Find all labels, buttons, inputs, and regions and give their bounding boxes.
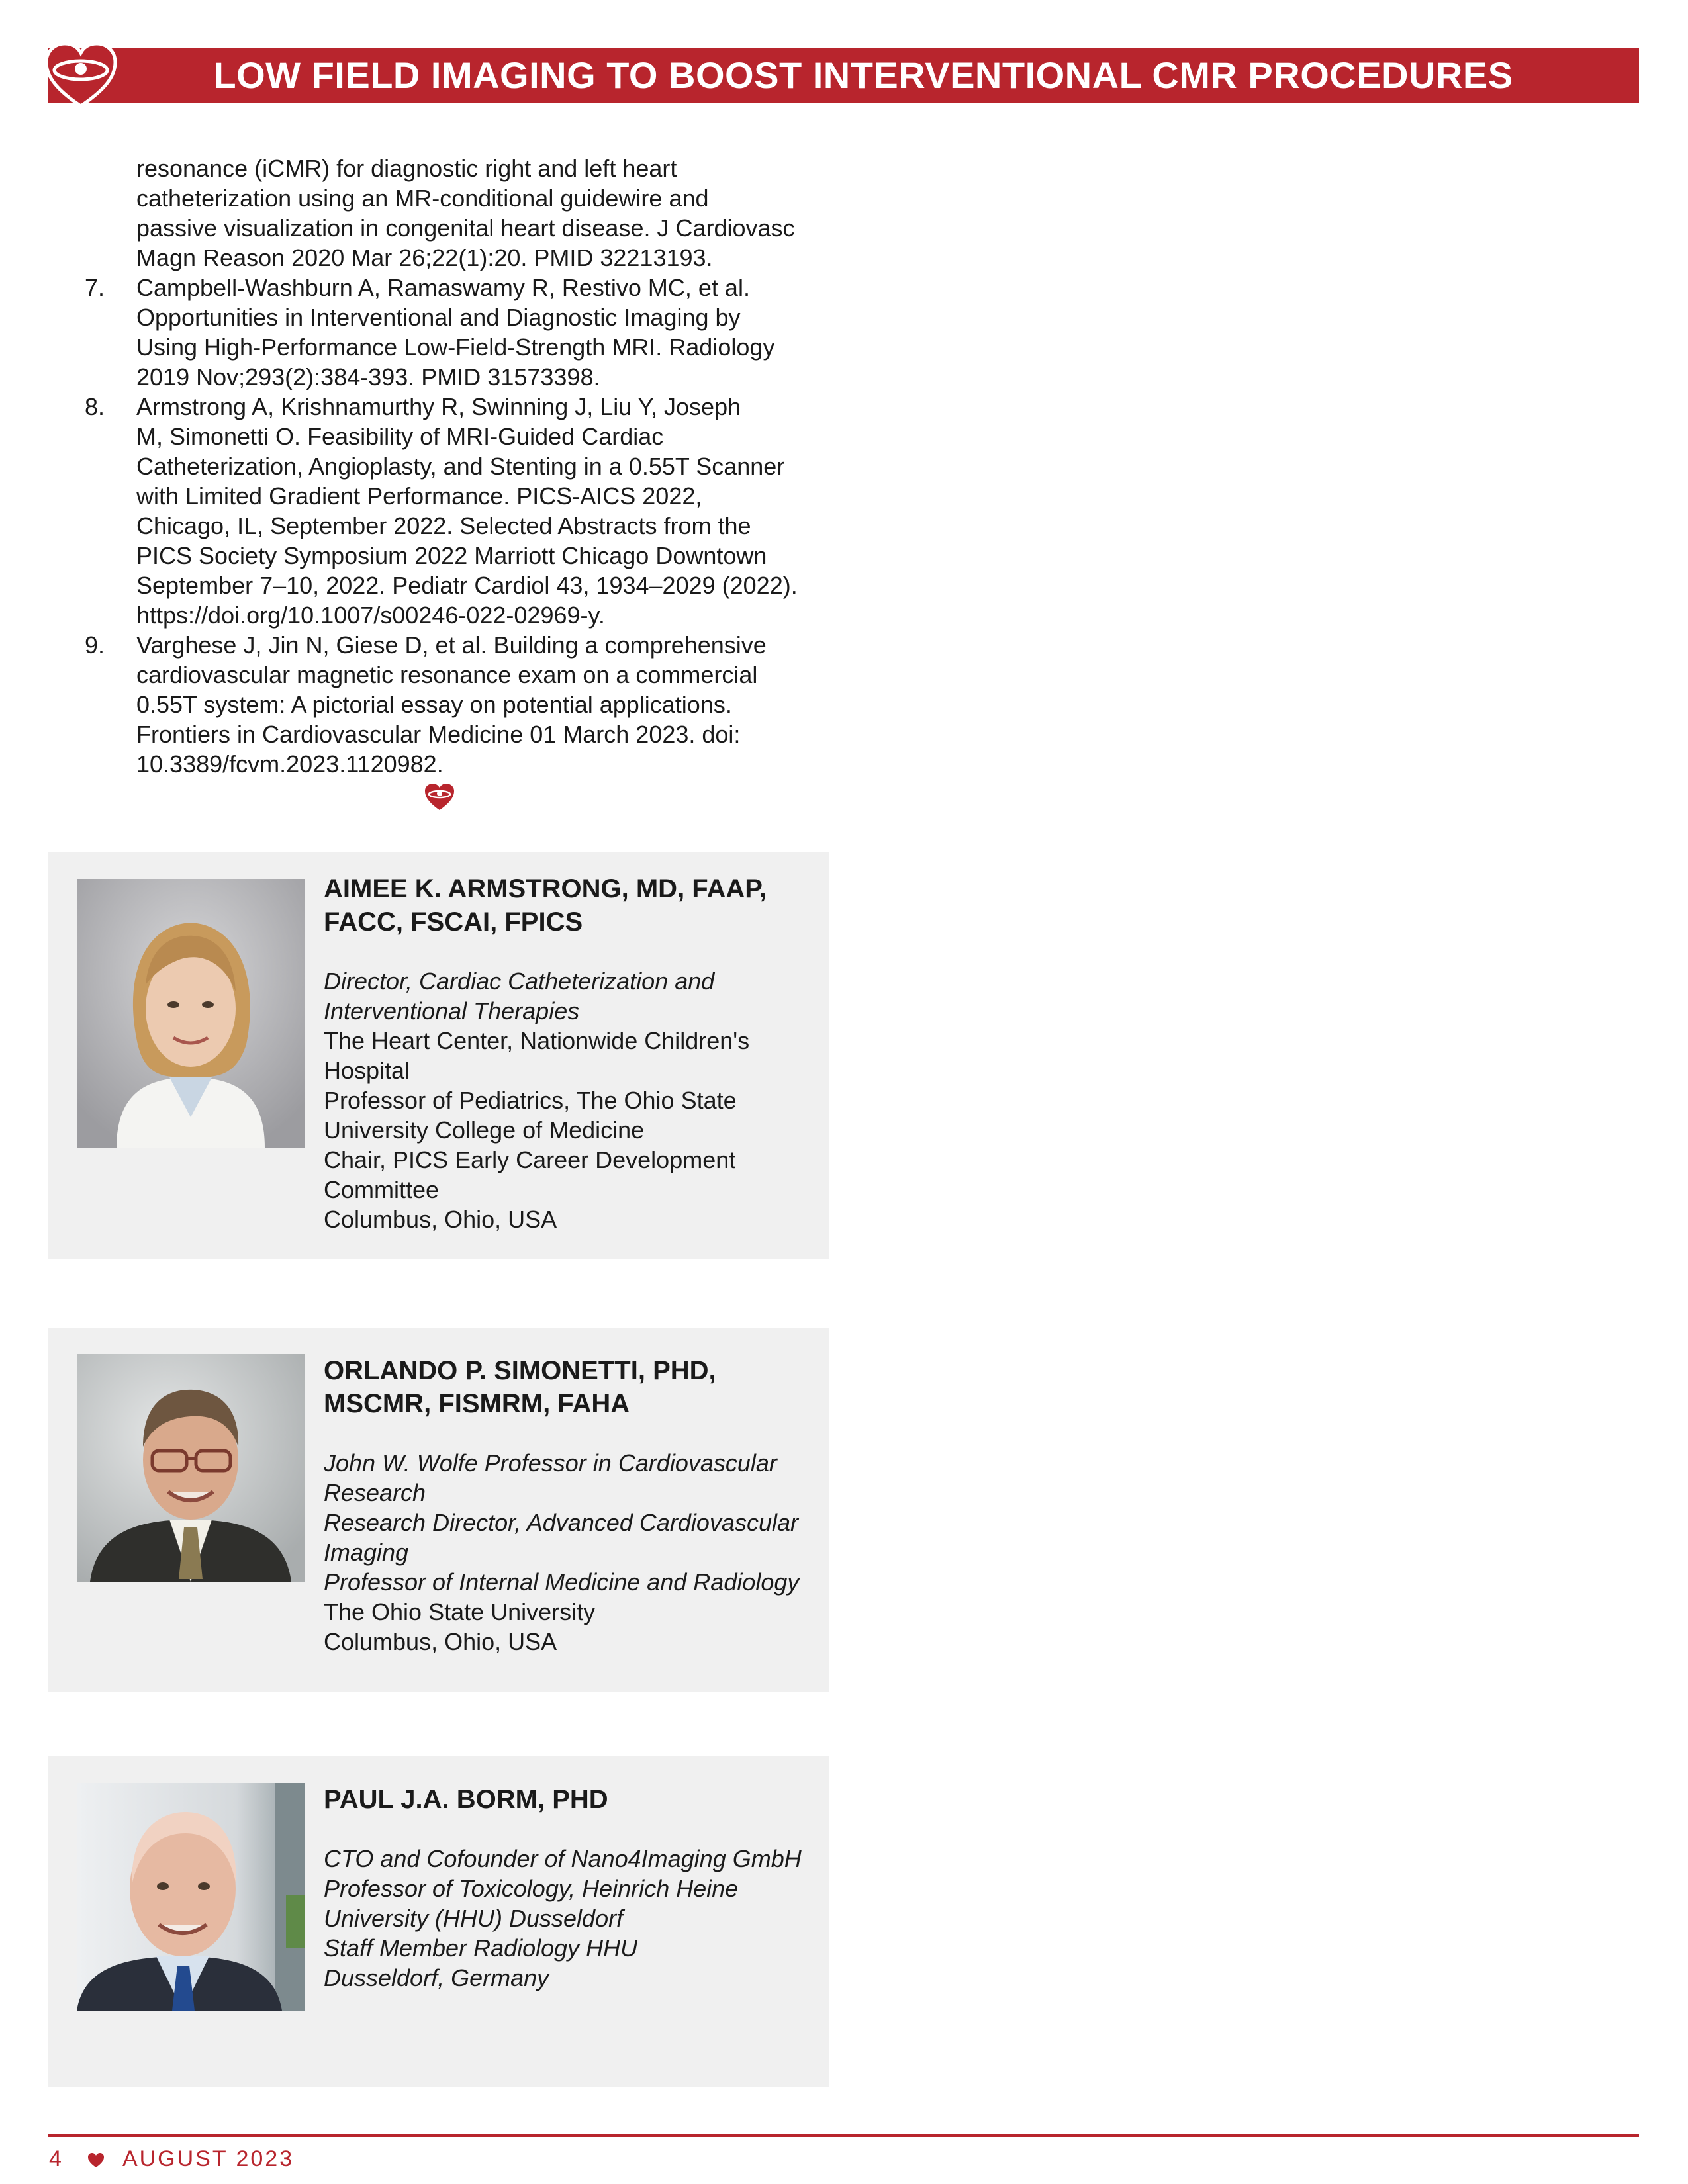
reference-line: Catheterization, Angioplasty, and Stenting in a 0.55T Scanner	[136, 453, 785, 480]
reference-line: Campbell-Washburn A, Ramaswamy R, Restivo MC, et al.	[136, 274, 750, 301]
issue-date: AUGUST 2023	[122, 2146, 295, 2171]
author-bio	[324, 1354, 827, 1657]
reference-line: Opportunities in Interventional and Diagnostic Imaging by	[136, 304, 741, 331]
reference-line: M, Simonetti O. Feasibility of MRI-Guided Cardiac	[136, 423, 664, 450]
author-title-line: Interventional Therapies	[324, 997, 580, 1024]
reference-item	[79, 392, 834, 630]
author-affiliation-line: Columbus, Ohio, USA	[324, 1206, 557, 1233]
author-title-line: Dusseldorf, Germany	[324, 1964, 549, 1991]
author-photo	[77, 1354, 305, 1623]
author-photo	[77, 1783, 305, 2011]
author-affiliation-line: Chair, PICS Early Career Development	[324, 1146, 736, 1173]
reference-number: 7.	[85, 274, 105, 301]
end-of-article-heart-icon	[424, 782, 455, 811]
author-name	[324, 1783, 827, 1816]
footer-rule	[48, 2134, 1639, 2137]
author-photo	[77, 879, 305, 1148]
author-card	[48, 1756, 829, 2087]
reference-line: cardiovascular magnetic resonance exam on a commercial	[136, 661, 758, 688]
author-bio	[324, 1783, 827, 1993]
author-affiliation-line: The Ohio State University	[324, 1598, 596, 1625]
reference-line: 0.55T system: A pictorial essay on potential applications.	[136, 691, 732, 718]
author-title-line: Director, Cardiac Catheterization and	[324, 968, 715, 995]
author-card	[48, 1328, 829, 1692]
page-number: 4	[49, 2146, 64, 2171]
author-title-line: Research Director, Advanced Cardiovascular	[324, 1509, 798, 1536]
reference-line: passive visualization in congenital heart disease. J Cardiovasc	[136, 214, 795, 242]
author-affiliation-line: Professor of Pediatrics, The Ohio State	[324, 1087, 737, 1114]
author-bio	[324, 872, 827, 1234]
author-affiliation-line: Columbus, Ohio, USA	[324, 1628, 557, 1655]
reference-line: with Limited Gradient Performance. PICS-AICS 2022,	[136, 482, 702, 510]
reference-doi-link[interactable]: https://doi.org/10.1007/s00246-022-02969-y.	[136, 602, 605, 629]
author-title-line: Imaging	[324, 1539, 409, 1566]
page-title: LOW FIELD IMAGING TO BOOST INTERVENTIONAL CMR PROCEDURES	[213, 54, 1513, 96]
reference-line: 2019 Nov;293(2):384-393. PMID 31573398.	[136, 363, 600, 390]
reference-line: PICS Society Symposium 2022 Marriott Chicago Downtown	[136, 542, 767, 569]
reference-line: Frontiers in Cardiovascular Medicine 01 March 2023. doi:	[136, 721, 741, 748]
reference-item	[79, 630, 834, 779]
author-affiliation-line: University College of Medicine	[324, 1116, 645, 1144]
author-card	[48, 852, 829, 1259]
reference-item	[79, 154, 834, 273]
author-name-line: PAUL J.A. BORM, PHD	[324, 1785, 608, 1814]
reference-item	[79, 273, 834, 392]
reference-number: 9.	[85, 631, 105, 659]
reference-line: Armstrong A, Krishnamurthy R, Swinning J, Liu Y, Joseph	[136, 393, 741, 420]
author-name-line: ORLANDO P. SIMONETTI, PHD,	[324, 1356, 716, 1385]
author-title-line: University (HHU) Dusseldorf	[324, 1905, 624, 1932]
reference-list	[79, 154, 834, 779]
reference-line: 10.3389/fcvm.2023.1120982.	[136, 751, 444, 778]
author-title-line: Staff Member Radiology HHU	[324, 1934, 638, 1962]
reference-line: Magn Reason 2020 Mar 26;22(1):20. PMID 32213193.	[136, 244, 713, 271]
author-name-line: MSCMR, FISMRM, FAHA	[324, 1389, 630, 1418]
author-title-line: Professor of Toxicology, Heinrich Heine	[324, 1875, 739, 1902]
footer	[49, 2144, 294, 2173]
author-name-line: FACC, FSCAI, FPICS	[324, 907, 583, 936]
reference-line: Varghese J, Jin N, Giese D, et al. Building a comprehensive	[136, 631, 767, 659]
heart-ring-logo-icon	[44, 41, 118, 110]
author-title-line: CTO and Cofounder of Nano4Imaging GmbH	[324, 1845, 802, 1872]
author-affiliation-line: Hospital	[324, 1057, 410, 1084]
author-affiliation-line: The Heart Center, Nationwide Children's	[324, 1027, 750, 1054]
header-band	[48, 48, 1639, 103]
author-name	[324, 872, 827, 938]
heart-icon	[87, 2152, 105, 2168]
author-affiliation-line: Committee	[324, 1176, 440, 1203]
reference-number: 8.	[85, 393, 105, 420]
reference-line: resonance (iCMR) for diagnostic right and left heart	[136, 155, 677, 182]
author-title-line: Research	[324, 1479, 426, 1506]
author-name-line: AIMEE K. ARMSTRONG, MD, FAAP,	[324, 874, 767, 903]
reference-line: catheterization using an MR-conditional guidewire and	[136, 185, 709, 212]
author-name	[324, 1354, 827, 1420]
author-title-line: John W. Wolfe Professor in Cardiovascular	[324, 1449, 777, 1477]
reference-line: Using High-Performance Low-Field-Strength MRI. Radiology	[136, 334, 775, 361]
reference-line: September 7–10, 2022. Pediatr Cardiol 43, 1934–2029 (2022).	[136, 572, 798, 599]
reference-line: Chicago, IL, September 2022. Selected Abstracts from the	[136, 512, 751, 539]
author-title-line: Professor of Internal Medicine and Radiology	[324, 1569, 800, 1596]
